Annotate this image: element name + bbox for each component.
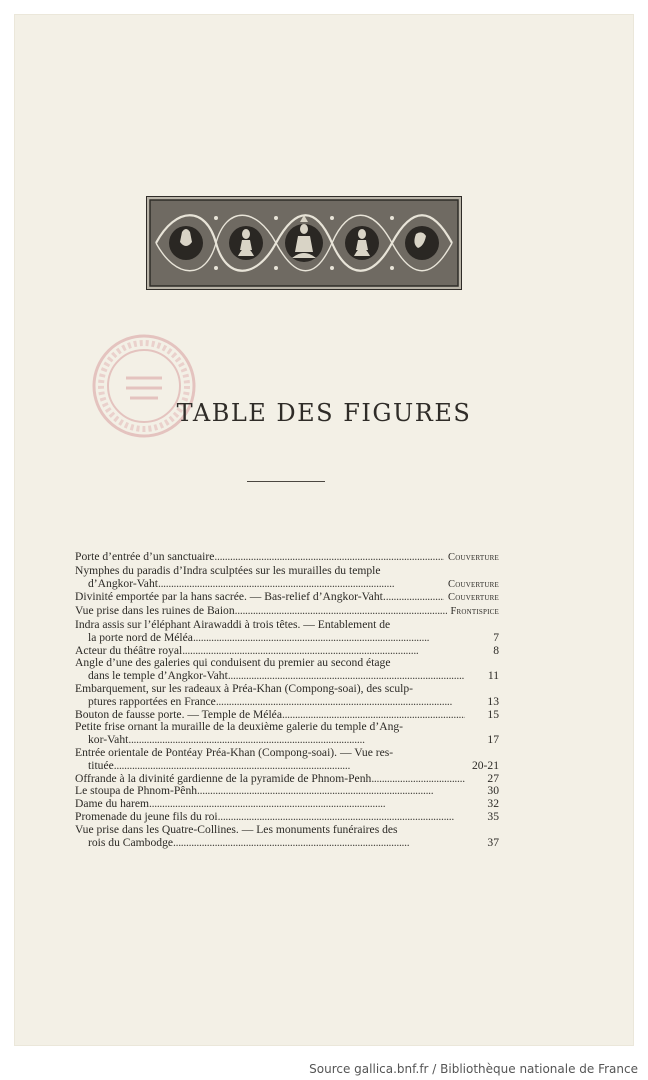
toc-entry-text: Entrée orientale de Pontéay Préa-Khan (Compong-soai). — Vue res- [75,745,394,759]
toc-page-ref: 20-21 [471,758,499,772]
toc-entry-text: Indra assis sur l’éléphant Airawaddi à trois têtes. — Entablement de [75,617,391,631]
toc-entry-text: Dame du harem [75,797,150,811]
page-title: TABLE DES FIGURES [176,399,472,427]
dot-leader [235,605,447,618]
toc-entry [75,683,499,709]
toc-page-ref: Couverture [448,578,499,590]
toc-entry-text: tituée [88,758,114,772]
toc-entry [75,605,499,619]
toc-entry-text: Vue prise dans les ruines de Baion [75,604,235,618]
toc-page-ref: 17 [487,733,499,747]
toc-page-ref: 11 [487,669,499,683]
toc-entry [75,747,499,773]
toc-entry-text: Bouton de fausse porte. — Temple de Méléa [75,707,282,721]
toc-entry-line [75,811,499,824]
dot-leader [216,696,465,709]
dot-leader [218,811,465,824]
toc-entry [75,591,499,605]
toc-entry-text: Le stoupa de Phnom-Pênh [75,784,198,798]
scanned-page [14,14,634,1046]
toc-entry [75,721,499,747]
toc-entry-text: Porte d’entrée d’un sanctuaire [75,550,215,563]
toc-entry [75,657,499,683]
dot-leader [114,760,465,773]
toc-entry-line [75,591,499,605]
toc-entry-line [75,747,499,760]
toc-entry-text: Petite frise ornant la muraille de la deuxième galerie du temple d’Ang- [75,720,404,734]
toc-entry [75,551,499,565]
toc-entry-text: Vue prise dans les Quatre-Collines. — Les monuments funéraires des [75,822,398,836]
toc-entry-line [75,619,499,632]
toc-entry [75,811,499,824]
toc-page-ref: 8 [493,643,499,657]
toc-page-ref: 15 [487,707,499,721]
dot-leader [197,785,465,798]
toc-entry-text: rois du Cambodge [88,835,174,849]
toc-entry-line [75,632,499,645]
toc-page-ref: 35 [487,809,499,823]
toc-entry-line [75,696,499,709]
dot-leader [386,591,444,604]
toc-entry-text: Angle d’une des galeries qui conduisent du premier au second étage [75,656,391,670]
source-credit: Source gallica.bnf.fr / Bibliothèque nationale de France [309,1062,638,1076]
toc-page-ref: 7 [493,630,499,644]
dot-leader [371,773,465,786]
toc-page-ref: 27 [487,771,499,785]
table-of-figures [75,551,499,849]
khmer-frieze-ornament-icon [146,196,462,290]
toc-page-ref: 37 [487,835,499,849]
toc-entry-line [75,824,499,837]
toc-entry [75,824,499,850]
toc-entry-text: Promenade du jeune fils du roi [75,809,218,823]
toc-entry-text: Embarquement, sur les radeaux à Préa-Khan (Compong-soai), des sculp- [75,681,414,695]
toc-entry-line [75,551,499,565]
toc-entry-line [75,683,499,696]
toc-entry-line [75,605,499,619]
toc-entry-line [75,721,499,734]
toc-entry-text: ptures rapportées en France [88,694,216,708]
toc-entry-line [75,565,499,578]
toc-page-ref: Couverture [448,552,499,563]
toc-entry-text: la porte nord de Méléa [88,630,193,644]
toc-page-ref: 32 [487,797,499,811]
toc-entry-text: dans le temple d’Angkor-Vaht [88,669,228,683]
toc-entry-text: Nymphes du paradis d’Indra sculptées sur les murailles du temple [75,563,381,577]
toc-page-ref: Frontispice [450,606,499,618]
toc-entry-text: Divinité emportée par la hans sacrée. — Bas-relief d’Angkor-Vaht. [75,590,386,604]
dot-leader [193,632,465,645]
toc-entry-text: d’Angkor-Vaht [88,576,158,590]
toc-entry-line [75,837,499,850]
toc-page-ref: 30 [487,784,499,798]
toc-entry [75,565,499,592]
toc-entry-line [75,760,499,773]
toc-entry-text: Offrande à la divinité gardienne de la pyramide de Phnom-Penh [75,771,372,785]
dot-leader [173,837,465,850]
dot-leader [214,551,444,564]
toc-entry-text: Acteur du théâtre royal [75,643,183,657]
dot-leader [158,578,444,591]
toc-entry-line [75,578,499,592]
toc-page-ref: 13 [487,694,499,708]
toc-page-ref: Couverture [448,592,499,604]
toc-entry-text: kor-Vaht [88,733,129,747]
title-divider [247,481,325,482]
toc-entry [75,619,499,645]
